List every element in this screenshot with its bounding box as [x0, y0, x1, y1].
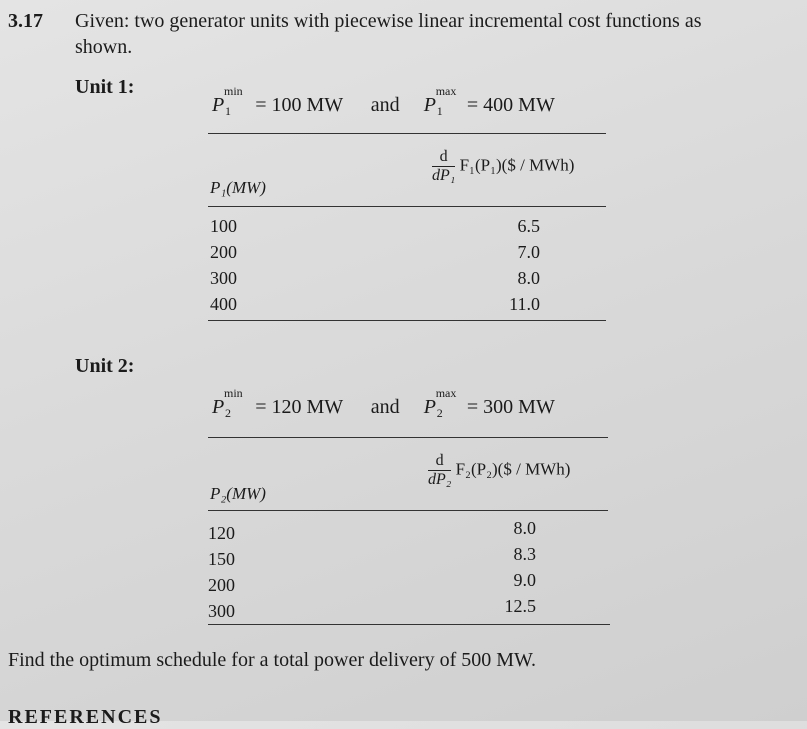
- unit2-p-cell: 150: [208, 549, 235, 569]
- unit1-col2-header: $\frac{d}{\text{dP₁}}$ F₁(P₁)($ / MWh): [432, 148, 575, 184]
- unit2-header-rule: [208, 510, 608, 511]
- unit1-col1-header: P₁(MW): [210, 178, 266, 197]
- unit1-top-rule: [208, 133, 606, 134]
- problem-statement-line2: shown.: [75, 36, 133, 58]
- unit2-p-cell: 200: [208, 575, 235, 595]
- unit1-ic-cell: 11.0: [509, 294, 540, 314]
- unit1-pmax-value: = 400 MW: [466, 94, 555, 116]
- unit1-ic-cell: 6.5: [517, 216, 540, 236]
- unit2-pmax-symbol: P max 2: [423, 386, 457, 420]
- unit2-pmin-value: = 120 MW: [255, 396, 343, 418]
- unit2-pmax-value: = 300 MW: [466, 396, 555, 418]
- unit1-p-cell: 200: [210, 242, 237, 262]
- unit1-bottom-rule: [208, 320, 606, 321]
- unit1-pmin-symbol: P min 1: [212, 84, 243, 118]
- question-text: Find the optimum schedule for a total power delivery of 500 MW.: [8, 649, 537, 671]
- unit2-and: and: [370, 396, 400, 418]
- unit2-p-column: [208, 520, 235, 624]
- problem-number: 3.17: [8, 10, 43, 32]
- unit2-col1-header: P₂(MW): [210, 484, 266, 503]
- unit2-col2-header: $\frac{d}{\text{dP₂}}$ F₂(P₂)($ / MWh): [428, 452, 571, 488]
- unit1-label: Unit 1:: [75, 76, 135, 98]
- unit2-label: Unit 2:: [75, 355, 135, 377]
- unit1-p-cell: 400: [210, 294, 237, 314]
- unit1-pmin-value: = 100 MW: [255, 94, 343, 116]
- unit2-ic-cell: 12.5: [504, 596, 536, 616]
- unit2-ic-column: [486, 515, 536, 619]
- unit1-ic-cell: 8.0: [517, 268, 540, 288]
- unit2-p-cell: 300: [208, 601, 235, 621]
- unit2-p-cell: 120: [208, 523, 235, 543]
- unit1-pmax-symbol: P max 1: [423, 84, 457, 118]
- unit2-limits: [212, 386, 555, 420]
- unit1-and: and: [370, 94, 400, 116]
- references-heading-partial: REFERENCES: [8, 706, 163, 728]
- unit2-bottom-rule: [208, 624, 610, 625]
- unit2-pmin-symbol: P min 2: [212, 386, 243, 420]
- unit2-derivative: $\frac{d}{\text{dP₂}}$: [428, 452, 452, 488]
- unit1-derivative: $\frac{d}{\text{dP₁}}$: [432, 148, 456, 184]
- unit1-p-cell: 300: [210, 268, 237, 288]
- unit1-p-column: [210, 213, 237, 317]
- unit1-p-cell: 100: [210, 216, 237, 236]
- unit2-ic-cell: 8.3: [513, 544, 536, 564]
- unit2-top-rule: [208, 437, 608, 438]
- unit1-limits: [212, 84, 555, 118]
- unit1-header-rule: [208, 206, 606, 207]
- problem-statement-line1: Given: two generator units with piecewise linear incremental cost functions as: [75, 10, 702, 32]
- unit1-ic-column: [490, 213, 540, 317]
- unit2-ic-cell: 9.0: [513, 570, 536, 590]
- unit2-ic-cell: 8.0: [513, 518, 536, 538]
- unit1-ic-cell: 7.0: [517, 242, 540, 262]
